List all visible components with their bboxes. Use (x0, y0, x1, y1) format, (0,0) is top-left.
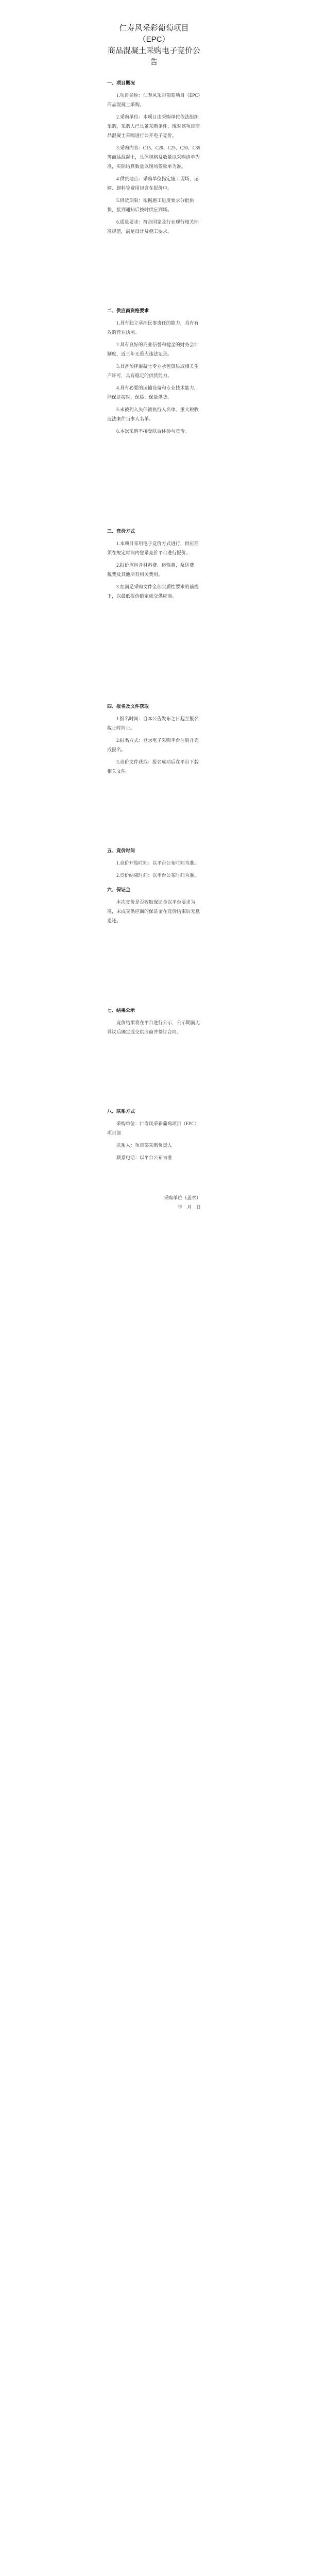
spacer (107, 928, 201, 1001)
section1-para: 6.质量要求：符合国家及行业现行相关标准规范，满足设计及施工要求。 (107, 219, 199, 234)
section2-para: 3.具备预拌混凝土专业承包资质或相关生产许可，具有稳定的供货能力。 (107, 364, 199, 378)
section5-heading: 五、竞价时间 (107, 848, 135, 853)
section7-para: 竞价结果将在平台进行公示，公示期满无异议后确定成交供应商并签订合同。 (107, 1020, 200, 1035)
section5-para: 2.竞价结束时间：以平台公布时间为准。 (116, 873, 199, 878)
section8-para: 采购单位：仁寿风采彩葡萄项目（EPC）项目部 (107, 1121, 199, 1136)
spacer (107, 439, 201, 521)
section1-para: 3.采购内容：C15、C20、C25、C30、C35等商品混凝土，具体规格及数量以采购清单为准，实际结算数量以现场签收单为准。 (107, 145, 200, 169)
spacer (107, 1040, 201, 1101)
section8-para: 联系人：项目部采购负责人 (116, 1143, 173, 1148)
section1-para: 4.供货地点：采购单位指定施工现场，运输、卸料等费用包含在报价中。 (107, 176, 199, 191)
section5-para: 1.竞价开始时间：以平台公布时间为准。 (116, 860, 199, 866)
section8-para: 联系电话：以平台公布为准 (116, 1155, 173, 1160)
signature-block (107, 1193, 201, 1212)
section1-para: 5.供货期限：根据施工进度要求分批供货，接到通知后按时供应到场。 (107, 198, 194, 212)
document-page (0, 0, 309, 1212)
section3-para: 2.报价应包含材料费、运输费、泵送费、税费及其他所有相关费用。 (107, 563, 199, 577)
section4-para: 3.竞价文件获取：报名成功后在平台下载相关文件。 (107, 759, 199, 774)
signature-org: 采购单位（盖章） (163, 1195, 201, 1200)
section2-para: 1.具有独立承担民事责任的能力，具有有效的营业执照。 (107, 320, 199, 335)
section8-heading: 八、联系方式 (107, 1109, 135, 1114)
section7-heading: 七、结果公示 (107, 1008, 135, 1013)
section2-heading: 二、供应商资格要求 (107, 308, 149, 313)
section3-para: 3.在满足采购文件全部实质性要求的前提下，以最低报价确定成交供应商。 (107, 584, 199, 599)
section4-para: 2.报名方式：登录电子采购平台注册并完成报名。 (107, 738, 199, 752)
spacer (107, 604, 201, 697)
section2-para: 4.具有必要的运输设备和专业技术能力，能保证按时、保质、保量供货。 (107, 385, 199, 400)
spacer (107, 779, 201, 841)
section2-para: 2.具有良好的商业信誉和健全的财务会计制度，近三年无重大违法记录。 (107, 342, 199, 357)
section2-para: 5.未被列入失信被执行人名单、重大税收违法案件当事人名单。 (107, 407, 199, 421)
section6-heading: 六、保证金 (107, 887, 131, 892)
section4-para: 1.报名时间：自本公告发布之日起至报名截止时间止。 (107, 716, 199, 731)
section1-para: 2.采购单位：本项目由采购单位依法组织采购，采购人已具备采购条件，现对该项目商品混凝土采购进行公开电子竞价。 (107, 114, 200, 138)
document-title-line-2: 商品混凝土采购电子竞价公告 (107, 46, 200, 66)
section4-heading: 四、报名及文件获取 (107, 704, 149, 709)
section1-heading: 一、项目概况 (107, 80, 135, 86)
document-title-block (107, 23, 201, 68)
spacer (107, 239, 201, 301)
section6-para: 本次竞价是否收取保证金以平台要求为准，未成交供应商的保证金在竞价结束后无息退还。 (107, 900, 200, 923)
signature-date: 年 月 日 (177, 1205, 201, 1210)
section1-para: 1.项目名称：仁寿风采彩葡萄项目（EPC）商品混凝土采购。 (107, 93, 200, 107)
section2-para: 6.本次采购不接受联合体参与竞价。 (116, 429, 190, 434)
section3-heading: 三、竞价方式 (107, 529, 135, 534)
section3-para: 1.本项目采用电子竞价方式进行，供应商须在规定时间内登录竞价平台进行报价。 (107, 541, 199, 555)
document-title-line-1: 仁寿风采彩葡萄项目（EPC） (119, 24, 189, 44)
